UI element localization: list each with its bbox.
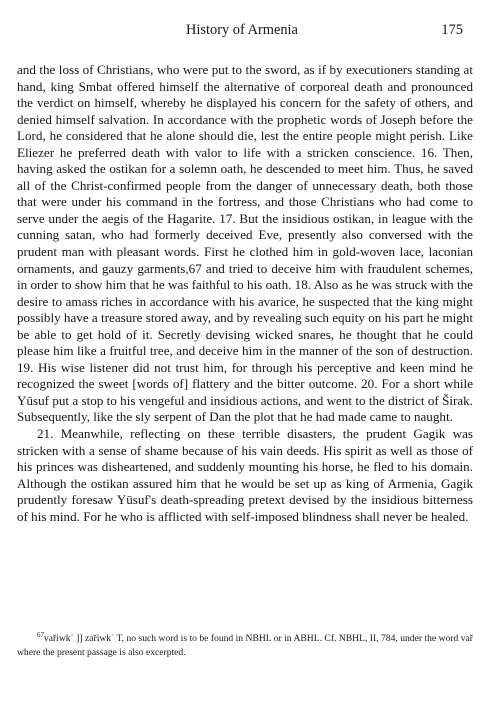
footnote <box>17 632 473 660</box>
body-text <box>17 62 473 525</box>
paragraph-2: 21. Meanwhile, reflecting on these terrible disasters, the prudent Gagik was stricken with a sense of shame because of his vain deeds. His spirit as well as those of his princes was disheartened, and suddenly mounting his horse, he fled to his domain. Although the ostikan assured him that he would be set up as king of Armenia, Gagik prudently foresaw Yūsuf's death-spreading pretext devised by the insidious bitterness of his mind. For he who is afflicted with self-imposed blindness shall never be healed. <box>17 426 473 524</box>
page-header <box>0 22 484 42</box>
footnote-text: vařiwkʿ ]] zařiwkʿ T, no such word is to be found in NBHL or in ABHL. Cf. NBHL, II, 784, under the word vař where the present passage is also excerpted. <box>17 633 473 658</box>
running-title: History of Armenia <box>186 22 298 38</box>
page-number: 175 <box>441 22 463 38</box>
footnote-marker: 67 <box>37 631 44 639</box>
paragraph-1: and the loss of Christians, who were put to the sword, as if by executioners standing at hand, king Smbat offered himself the alternative of corporeal death and pronounced the verdict on himself, whereby he displayed his concern for the safety of others, and denied himself salvation. In accordance with the prophetic words of Joseph before the Lord, he considered that he alone should die, lest the entire people might perish. Like Eliezer he preferred death with valor to life with a stricken conscience. 16. Then, having asked the ostikan for a solemn oath, he descended to meet him. Thus, he saved all of the Christ-confirmed people from the danger of unnecessary death, both those that were under his command in the fortress, and those Christians who had come to serve under the aegis of the Hagarite. 17. But the insidious ostikan, in league with the cunning satan, who had formerly deceived Eve, presently also conversed with the prudent man with pleasant words. First he clothed him in gold-woven lace, laconian ornaments, and gauzy garments,67 and tried to deceive him with fraudulent schemes, in order to show him that he was faithful to his oath. 18. Also as he was struck with the desire to amass riches in accordance with his avarice, he suspected that the king might possibly have a treasure stored away, and by revealing such equity on his part he might be able to get hold of it. Secretly devising wicked snares, he thought that he could please him like a fruitful tree, and deceive him in the manner of the son of destruction. 19. His wise listener did not trust him, for through his perceptive and keen mind he recognized the sweet [words of] flattery and the bitter outcome. 20. For a short while Yūsuf put a stop to his vengeful and insidious actions, and went to the district of Širak. Subsequently, like the sly serpent of Dan the plot that he had made came to naught. <box>17 62 473 425</box>
